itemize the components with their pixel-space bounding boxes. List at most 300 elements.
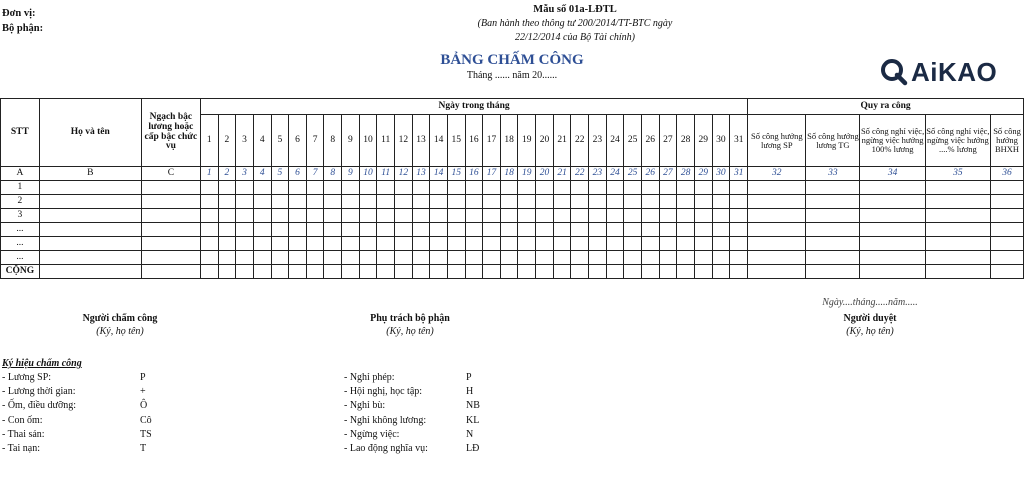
input-cell[interactable] bbox=[500, 181, 518, 195]
header-day: 22 bbox=[571, 115, 589, 167]
input-cell[interactable] bbox=[536, 237, 554, 251]
total-cell[interactable] bbox=[306, 265, 324, 279]
total-cell[interactable] bbox=[271, 265, 289, 279]
input-cell[interactable] bbox=[306, 209, 324, 223]
input-cell[interactable] bbox=[606, 181, 624, 195]
input-cell[interactable] bbox=[430, 251, 448, 265]
input-cell[interactable] bbox=[39, 237, 141, 251]
input-cell[interactable] bbox=[236, 195, 254, 209]
input-cell[interactable] bbox=[712, 223, 730, 237]
input-cell[interactable] bbox=[218, 181, 236, 195]
input-cell[interactable] bbox=[342, 209, 360, 223]
input-cell[interactable] bbox=[39, 181, 141, 195]
input-cell[interactable] bbox=[500, 251, 518, 265]
total-cell[interactable] bbox=[991, 265, 1024, 279]
input-cell[interactable] bbox=[641, 181, 659, 195]
input-cell[interactable] bbox=[991, 181, 1024, 195]
total-cell[interactable] bbox=[200, 265, 218, 279]
input-cell[interactable] bbox=[289, 209, 307, 223]
input-cell[interactable] bbox=[271, 251, 289, 265]
input-cell[interactable] bbox=[571, 181, 589, 195]
input-cell[interactable] bbox=[606, 237, 624, 251]
input-cell[interactable] bbox=[641, 209, 659, 223]
input-cell[interactable] bbox=[659, 237, 677, 251]
total-cell[interactable] bbox=[359, 265, 377, 279]
total-cell[interactable] bbox=[324, 265, 342, 279]
index-day: 5 bbox=[271, 167, 289, 181]
index-day: 9 bbox=[342, 167, 360, 181]
input-cell[interactable] bbox=[289, 237, 307, 251]
header-day: 2 bbox=[218, 115, 236, 167]
input-cell[interactable] bbox=[553, 181, 571, 195]
header-name: Họ và tên bbox=[39, 99, 141, 167]
total-cell[interactable] bbox=[395, 265, 413, 279]
input-cell[interactable] bbox=[289, 181, 307, 195]
header-day: 28 bbox=[677, 115, 695, 167]
input-cell[interactable] bbox=[589, 195, 607, 209]
total-cell[interactable] bbox=[536, 265, 554, 279]
input-cell[interactable] bbox=[306, 195, 324, 209]
input-cell[interactable] bbox=[412, 209, 430, 223]
input-cell[interactable] bbox=[571, 237, 589, 251]
input-cell[interactable] bbox=[748, 195, 806, 209]
input-cell[interactable] bbox=[447, 209, 465, 223]
input-cell[interactable] bbox=[589, 209, 607, 223]
input-cell[interactable] bbox=[518, 251, 536, 265]
input-cell[interactable] bbox=[624, 195, 642, 209]
input-cell[interactable] bbox=[342, 251, 360, 265]
input-cell[interactable] bbox=[359, 223, 377, 237]
input-cell[interactable] bbox=[712, 237, 730, 251]
input-cell[interactable] bbox=[860, 209, 925, 223]
input-cell[interactable] bbox=[447, 181, 465, 195]
header-day: 19 bbox=[518, 115, 536, 167]
total-cell[interactable] bbox=[253, 265, 271, 279]
input-cell[interactable] bbox=[589, 181, 607, 195]
input-cell[interactable] bbox=[925, 195, 990, 209]
input-cell[interactable] bbox=[677, 251, 695, 265]
input-cell[interactable] bbox=[659, 195, 677, 209]
input-cell[interactable] bbox=[553, 251, 571, 265]
total-cell[interactable] bbox=[39, 265, 141, 279]
header-day: 18 bbox=[500, 115, 518, 167]
input-cell[interactable] bbox=[39, 251, 141, 265]
input-cell[interactable] bbox=[447, 195, 465, 209]
input-cell[interactable] bbox=[141, 195, 200, 209]
input-cell[interactable] bbox=[359, 237, 377, 251]
input-cell[interactable] bbox=[412, 195, 430, 209]
input-cell[interactable] bbox=[641, 195, 659, 209]
input-cell[interactable] bbox=[236, 251, 254, 265]
input-cell[interactable] bbox=[571, 195, 589, 209]
total-cell[interactable] bbox=[641, 265, 659, 279]
input-cell[interactable] bbox=[395, 209, 413, 223]
header-day: 9 bbox=[342, 115, 360, 167]
input-cell[interactable] bbox=[430, 195, 448, 209]
total-cell[interactable] bbox=[500, 265, 518, 279]
signer-timekeeper-title: Người chấm công bbox=[82, 313, 158, 324]
input-cell[interactable] bbox=[694, 223, 712, 237]
input-cell[interactable] bbox=[253, 223, 271, 237]
total-cell[interactable] bbox=[694, 265, 712, 279]
input-cell[interactable] bbox=[218, 195, 236, 209]
input-cell[interactable] bbox=[377, 251, 395, 265]
input-cell[interactable] bbox=[218, 223, 236, 237]
input-cell[interactable] bbox=[324, 223, 342, 237]
input-cell[interactable] bbox=[806, 209, 860, 223]
input-cell[interactable] bbox=[377, 195, 395, 209]
input-cell[interactable] bbox=[925, 181, 990, 195]
input-cell[interactable] bbox=[991, 209, 1024, 223]
input-cell[interactable] bbox=[483, 223, 501, 237]
input-cell[interactable] bbox=[518, 195, 536, 209]
input-cell[interactable] bbox=[200, 209, 218, 223]
input-cell[interactable] bbox=[395, 195, 413, 209]
header-day: 8 bbox=[324, 115, 342, 167]
input-cell[interactable] bbox=[606, 195, 624, 209]
input-cell[interactable] bbox=[465, 237, 483, 251]
input-cell[interactable] bbox=[925, 251, 990, 265]
input-cell[interactable] bbox=[518, 223, 536, 237]
total-cell[interactable] bbox=[236, 265, 254, 279]
input-cell[interactable] bbox=[730, 251, 748, 265]
input-cell[interactable] bbox=[860, 237, 925, 251]
input-cell[interactable] bbox=[271, 237, 289, 251]
input-cell[interactable] bbox=[395, 251, 413, 265]
input-cell[interactable] bbox=[306, 237, 324, 251]
input-cell[interactable] bbox=[712, 195, 730, 209]
input-cell[interactable] bbox=[712, 181, 730, 195]
input-cell[interactable] bbox=[306, 223, 324, 237]
input-cell[interactable] bbox=[571, 223, 589, 237]
input-cell[interactable] bbox=[236, 181, 254, 195]
input-cell[interactable] bbox=[624, 237, 642, 251]
total-cell[interactable] bbox=[571, 265, 589, 279]
input-cell[interactable] bbox=[730, 223, 748, 237]
input-cell[interactable] bbox=[748, 251, 806, 265]
total-cell[interactable] bbox=[377, 265, 395, 279]
input-cell[interactable] bbox=[860, 251, 925, 265]
input-cell[interactable] bbox=[377, 237, 395, 251]
input-cell[interactable] bbox=[553, 237, 571, 251]
input-cell[interactable] bbox=[641, 223, 659, 237]
index-day: 23 bbox=[589, 167, 607, 181]
index-day: 13 bbox=[412, 167, 430, 181]
input-cell[interactable] bbox=[589, 223, 607, 237]
header-day: 17 bbox=[483, 115, 501, 167]
index-name: B bbox=[39, 167, 141, 181]
input-cell[interactable] bbox=[659, 251, 677, 265]
signer-department-head-note: (Ký, họ tên) bbox=[386, 326, 434, 337]
input-cell[interactable] bbox=[518, 209, 536, 223]
input-cell[interactable] bbox=[236, 209, 254, 223]
input-cell[interactable] bbox=[430, 237, 448, 251]
input-cell[interactable] bbox=[342, 223, 360, 237]
input-cell[interactable] bbox=[483, 251, 501, 265]
total-cell[interactable] bbox=[860, 265, 925, 279]
input-cell[interactable] bbox=[730, 181, 748, 195]
total-cell[interactable] bbox=[218, 265, 236, 279]
header-day: 12 bbox=[395, 115, 413, 167]
input-cell[interactable] bbox=[606, 209, 624, 223]
input-cell[interactable] bbox=[659, 223, 677, 237]
input-cell[interactable] bbox=[589, 237, 607, 251]
input-cell[interactable] bbox=[141, 181, 200, 195]
input-cell[interactable] bbox=[500, 195, 518, 209]
table-index-row bbox=[1, 167, 1024, 181]
input-cell[interactable] bbox=[748, 237, 806, 251]
input-cell[interactable] bbox=[677, 195, 695, 209]
input-cell[interactable] bbox=[553, 223, 571, 237]
input-cell[interactable] bbox=[589, 251, 607, 265]
total-cell[interactable] bbox=[289, 265, 307, 279]
input-cell[interactable] bbox=[218, 237, 236, 251]
input-cell[interactable] bbox=[860, 223, 925, 237]
input-cell[interactable] bbox=[641, 251, 659, 265]
input-cell[interactable] bbox=[991, 251, 1024, 265]
input-cell[interactable] bbox=[377, 209, 395, 223]
input-cell[interactable] bbox=[412, 223, 430, 237]
total-cell[interactable] bbox=[483, 265, 501, 279]
input-cell[interactable] bbox=[925, 237, 990, 251]
input-cell[interactable] bbox=[536, 209, 554, 223]
input-cell[interactable] bbox=[324, 237, 342, 251]
input-cell[interactable] bbox=[465, 209, 483, 223]
input-cell[interactable] bbox=[324, 209, 342, 223]
input-cell[interactable] bbox=[200, 237, 218, 251]
input-cell[interactable] bbox=[236, 237, 254, 251]
input-cell[interactable] bbox=[218, 251, 236, 265]
input-cell[interactable] bbox=[925, 209, 990, 223]
input-cell[interactable] bbox=[141, 251, 200, 265]
header-day: 21 bbox=[553, 115, 571, 167]
input-cell[interactable] bbox=[606, 251, 624, 265]
input-cell[interactable] bbox=[571, 209, 589, 223]
total-cell[interactable] bbox=[748, 265, 806, 279]
total-cell[interactable] bbox=[447, 265, 465, 279]
input-cell[interactable] bbox=[694, 237, 712, 251]
input-cell[interactable] bbox=[500, 209, 518, 223]
input-cell[interactable] bbox=[860, 195, 925, 209]
input-cell[interactable] bbox=[500, 237, 518, 251]
total-cell[interactable] bbox=[553, 265, 571, 279]
index-summary: 35 bbox=[925, 167, 990, 181]
input-cell[interactable] bbox=[730, 195, 748, 209]
total-cell[interactable] bbox=[730, 265, 748, 279]
input-cell[interactable] bbox=[536, 251, 554, 265]
input-cell[interactable] bbox=[806, 181, 860, 195]
input-cell[interactable] bbox=[289, 195, 307, 209]
total-cell[interactable] bbox=[624, 265, 642, 279]
total-cell[interactable] bbox=[659, 265, 677, 279]
input-cell[interactable] bbox=[359, 209, 377, 223]
input-cell[interactable] bbox=[991, 223, 1024, 237]
input-cell[interactable] bbox=[748, 181, 806, 195]
input-cell[interactable] bbox=[624, 251, 642, 265]
input-cell[interactable] bbox=[306, 251, 324, 265]
input-cell[interactable] bbox=[624, 181, 642, 195]
total-cell[interactable] bbox=[677, 265, 695, 279]
input-cell[interactable] bbox=[430, 209, 448, 223]
total-cell[interactable] bbox=[430, 265, 448, 279]
input-cell[interactable] bbox=[553, 195, 571, 209]
input-cell[interactable] bbox=[447, 223, 465, 237]
input-cell[interactable] bbox=[430, 223, 448, 237]
input-cell[interactable] bbox=[991, 237, 1024, 251]
input-cell[interactable] bbox=[359, 195, 377, 209]
header-days-group: Ngày trong tháng bbox=[200, 99, 747, 115]
legend-code: Cô bbox=[140, 414, 152, 426]
input-cell[interactable] bbox=[253, 237, 271, 251]
input-cell[interactable] bbox=[748, 209, 806, 223]
header-day: 30 bbox=[712, 115, 730, 167]
input-cell[interactable] bbox=[218, 209, 236, 223]
input-cell[interactable] bbox=[253, 251, 271, 265]
input-cell[interactable] bbox=[39, 223, 141, 237]
total-cell[interactable] bbox=[141, 265, 200, 279]
input-cell[interactable] bbox=[483, 195, 501, 209]
input-cell[interactable] bbox=[324, 251, 342, 265]
input-cell[interactable] bbox=[447, 237, 465, 251]
input-cell[interactable] bbox=[141, 223, 200, 237]
input-cell[interactable] bbox=[483, 237, 501, 251]
total-cell[interactable] bbox=[712, 265, 730, 279]
input-cell[interactable] bbox=[536, 195, 554, 209]
input-cell[interactable] bbox=[694, 251, 712, 265]
input-cell[interactable] bbox=[412, 237, 430, 251]
input-cell[interactable] bbox=[536, 181, 554, 195]
input-cell[interactable] bbox=[324, 181, 342, 195]
input-cell[interactable] bbox=[377, 223, 395, 237]
input-cell[interactable] bbox=[624, 209, 642, 223]
input-cell[interactable] bbox=[342, 181, 360, 195]
input-cell[interactable] bbox=[712, 251, 730, 265]
input-cell[interactable] bbox=[677, 237, 695, 251]
input-cell[interactable] bbox=[991, 195, 1024, 209]
total-cell[interactable] bbox=[606, 265, 624, 279]
input-cell[interactable] bbox=[465, 195, 483, 209]
input-cell[interactable] bbox=[806, 223, 860, 237]
input-cell[interactable] bbox=[271, 181, 289, 195]
input-cell[interactable] bbox=[200, 181, 218, 195]
input-cell[interactable] bbox=[677, 181, 695, 195]
input-cell[interactable] bbox=[236, 223, 254, 237]
input-cell[interactable] bbox=[200, 251, 218, 265]
table-row bbox=[1, 195, 1024, 209]
input-cell[interactable] bbox=[659, 209, 677, 223]
input-cell[interactable] bbox=[571, 251, 589, 265]
input-cell[interactable] bbox=[712, 209, 730, 223]
index-day: 26 bbox=[641, 167, 659, 181]
input-cell[interactable] bbox=[483, 209, 501, 223]
legend-label: - Lương SP: bbox=[2, 372, 52, 383]
input-cell[interactable] bbox=[641, 237, 659, 251]
input-cell[interactable] bbox=[860, 181, 925, 195]
input-cell[interactable] bbox=[465, 223, 483, 237]
input-cell[interactable] bbox=[518, 237, 536, 251]
input-cell[interactable] bbox=[324, 195, 342, 209]
input-cell[interactable] bbox=[606, 223, 624, 237]
input-cell[interactable] bbox=[694, 181, 712, 195]
input-cell[interactable] bbox=[447, 251, 465, 265]
input-cell[interactable] bbox=[342, 237, 360, 251]
input-cell[interactable] bbox=[806, 237, 860, 251]
input-cell[interactable] bbox=[553, 209, 571, 223]
input-cell[interactable] bbox=[536, 223, 554, 237]
input-cell[interactable] bbox=[624, 223, 642, 237]
input-cell[interactable] bbox=[271, 223, 289, 237]
input-cell[interactable] bbox=[925, 223, 990, 237]
input-cell[interactable] bbox=[412, 251, 430, 265]
total-cell[interactable] bbox=[412, 265, 430, 279]
legend-code: TS bbox=[140, 428, 152, 440]
index-day: 30 bbox=[712, 167, 730, 181]
input-cell[interactable] bbox=[730, 237, 748, 251]
input-cell[interactable] bbox=[677, 223, 695, 237]
input-cell[interactable] bbox=[483, 181, 501, 195]
input-cell[interactable] bbox=[677, 209, 695, 223]
input-cell[interactable] bbox=[271, 209, 289, 223]
input-cell[interactable] bbox=[377, 181, 395, 195]
input-cell[interactable] bbox=[253, 181, 271, 195]
input-cell[interactable] bbox=[748, 223, 806, 237]
input-cell[interactable] bbox=[694, 209, 712, 223]
total-cell[interactable] bbox=[342, 265, 360, 279]
table-total-row bbox=[1, 265, 1024, 279]
input-cell[interactable] bbox=[430, 181, 448, 195]
input-cell[interactable] bbox=[694, 195, 712, 209]
input-cell[interactable] bbox=[412, 181, 430, 195]
input-cell[interactable] bbox=[39, 209, 141, 223]
month-line: Tháng ...... năm 20...... bbox=[466, 70, 558, 81]
input-cell[interactable] bbox=[518, 181, 536, 195]
input-cell[interactable] bbox=[359, 251, 377, 265]
input-cell[interactable] bbox=[659, 181, 677, 195]
input-cell[interactable] bbox=[200, 223, 218, 237]
input-cell[interactable] bbox=[271, 195, 289, 209]
input-cell[interactable] bbox=[730, 209, 748, 223]
input-cell[interactable] bbox=[395, 181, 413, 195]
input-cell[interactable] bbox=[395, 237, 413, 251]
input-cell[interactable] bbox=[141, 209, 200, 223]
row-stt: 3 bbox=[1, 209, 40, 223]
total-cell[interactable] bbox=[589, 265, 607, 279]
total-cell[interactable] bbox=[806, 265, 860, 279]
input-cell[interactable] bbox=[342, 195, 360, 209]
input-cell[interactable] bbox=[200, 195, 218, 209]
input-cell[interactable] bbox=[806, 251, 860, 265]
input-cell[interactable] bbox=[306, 181, 324, 195]
total-cell[interactable] bbox=[925, 265, 990, 279]
page-title: BẢNG CHẤM CÔNG bbox=[440, 52, 584, 68]
input-cell[interactable] bbox=[500, 223, 518, 237]
input-cell[interactable] bbox=[359, 181, 377, 195]
row-stt: 1 bbox=[1, 181, 40, 195]
input-cell[interactable] bbox=[39, 195, 141, 209]
input-cell[interactable] bbox=[289, 223, 307, 237]
header-summary-col: Số công hưởng lương TG bbox=[806, 115, 860, 167]
input-cell[interactable] bbox=[465, 181, 483, 195]
input-cell[interactable] bbox=[253, 209, 271, 223]
input-cell[interactable] bbox=[465, 251, 483, 265]
input-cell[interactable] bbox=[395, 223, 413, 237]
input-cell[interactable] bbox=[289, 251, 307, 265]
input-cell[interactable] bbox=[141, 237, 200, 251]
input-cell[interactable] bbox=[806, 195, 860, 209]
total-cell[interactable] bbox=[518, 265, 536, 279]
input-cell[interactable] bbox=[253, 195, 271, 209]
total-cell[interactable] bbox=[465, 265, 483, 279]
